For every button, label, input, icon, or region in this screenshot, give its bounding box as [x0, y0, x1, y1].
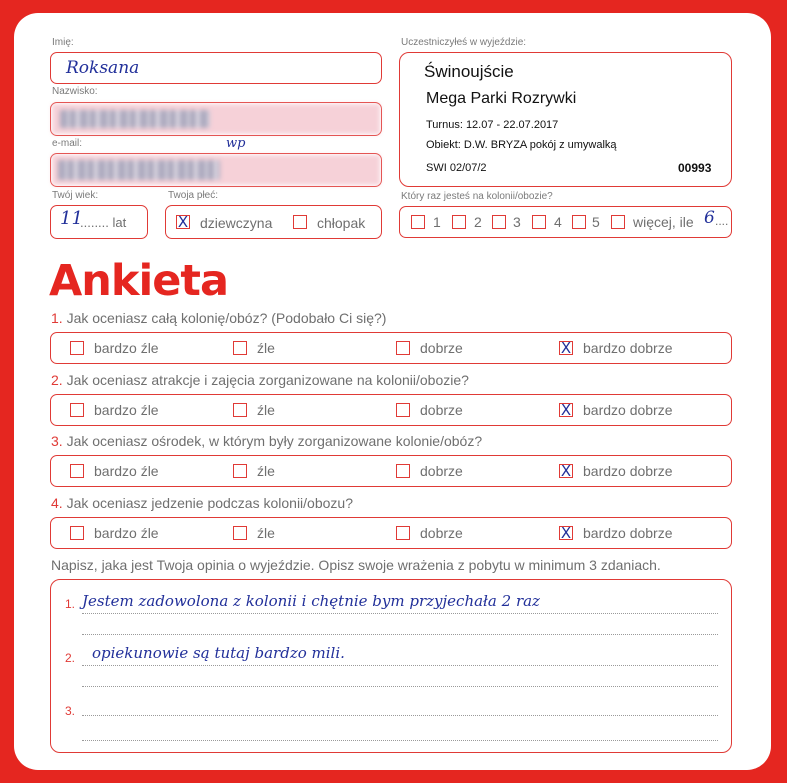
question-4-text [51, 495, 353, 511]
times-option-3: 3 [513, 214, 521, 230]
trip-name: Mega Parki Rozrywki [426, 90, 577, 107]
times-option-5: 5 [592, 214, 600, 230]
age-label: Twój wiek: [52, 190, 99, 201]
rating-checkbox[interactable] [70, 341, 84, 355]
surname-label: Nazwisko: [52, 86, 98, 97]
check-mark-icon: X [560, 339, 572, 357]
times-checkbox-more[interactable] [611, 215, 625, 229]
times-option-4: 4 [554, 214, 562, 230]
question-number: 4. [51, 495, 63, 511]
rating-option-label: dobrze [420, 525, 463, 541]
question-3-text [51, 433, 482, 449]
rating-option-label: bardzo dobrze [583, 340, 673, 356]
times-checkbox-1[interactable] [411, 215, 425, 229]
age-suffix: ........ lat [80, 215, 127, 230]
rating-option-label: bardzo źle [94, 340, 159, 356]
times-dots: .... [715, 214, 729, 228]
times-checkbox-2[interactable] [452, 215, 466, 229]
rating-option-label: źle [257, 340, 275, 356]
redacted-surname [60, 110, 210, 128]
question-label: Jak oceniasz całą kolonię/obóz? (Podobało Ci się?) [66, 310, 387, 326]
question-label: Jak oceniasz atrakcje i zajęcia zorganizowane na kolonii/obozie? [66, 372, 469, 388]
rating-checkbox[interactable] [233, 464, 247, 478]
opinion-line-1: Jestem zadowolona z kolonii i chętnie bym przyjechała 2 raz [82, 592, 540, 610]
times-option-more: więcej, ile [633, 214, 694, 230]
gender-option-girl: dziewczyna [200, 215, 273, 231]
question-label: Jak oceniasz ośrodek, w którym były zorganizowane kolonie/obóz? [66, 433, 483, 449]
question-number: 2. [51, 372, 63, 388]
question-1-text [51, 310, 386, 326]
writing-line [82, 740, 718, 741]
rating-option-label: źle [257, 525, 275, 541]
gender-option-boy: chłopak [317, 215, 366, 231]
question-label: Jak oceniasz jedzenie podczas kolonii/obozu? [66, 495, 353, 511]
rating-checkbox[interactable] [233, 526, 247, 540]
times-label: Który raz jesteś na kolonii/obozie? [401, 191, 553, 202]
trip-label: Uczestniczyłeś w wyjeździe: [401, 37, 527, 48]
check-mark-icon: X [177, 213, 189, 231]
writing-line [82, 715, 718, 716]
opinion-line-2: opiekunowie są tutaj bardzo mili. [92, 644, 345, 662]
opinion-line-number: 3. [65, 704, 76, 718]
rating-option-label: źle [257, 463, 275, 479]
age-value: 11 [60, 208, 83, 229]
question-number: 3. [51, 433, 63, 449]
question-number: 1. [51, 310, 63, 326]
rating-option-label: dobrze [420, 402, 463, 418]
trip-number: 00993 [678, 161, 712, 175]
rating-checkbox[interactable] [396, 341, 410, 355]
rating-checkbox[interactable] [70, 464, 84, 478]
writing-line [82, 665, 718, 666]
name-label: Imię: [52, 37, 74, 48]
rating-option-label: bardzo dobrze [583, 402, 673, 418]
times-checkbox-5[interactable] [572, 215, 586, 229]
check-mark-icon: X [560, 462, 572, 480]
rating-checkbox[interactable] [396, 526, 410, 540]
rating-checkbox[interactable] [396, 464, 410, 478]
email-note: wp [226, 136, 246, 151]
rating-option-label: bardzo źle [94, 525, 159, 541]
rating-checkbox[interactable] [396, 403, 410, 417]
opinion-line-number: 2. [65, 651, 76, 665]
check-mark-icon: X [560, 524, 572, 542]
writing-line [82, 613, 718, 614]
rating-option-label: bardzo źle [94, 402, 159, 418]
rating-option-label: bardzo źle [94, 463, 159, 479]
name-value: Roksana [66, 58, 140, 78]
rating-option-label: bardzo dobrze [583, 463, 673, 479]
gender-checkbox-boy[interactable] [293, 215, 307, 229]
rating-checkbox[interactable] [233, 341, 247, 355]
rating-option-label: dobrze [420, 463, 463, 479]
opinion-line-number: 1. [65, 597, 76, 611]
times-checkbox-3[interactable] [492, 215, 506, 229]
rating-option-label: dobrze [420, 340, 463, 356]
opinion-prompt: Napisz, jaka jest Twoja opinia o wyjeździe. Opisz swoje wrażenia z pobytu w minimum 3 zdaniach. [51, 557, 661, 573]
rating-option-label: źle [257, 402, 275, 418]
trip-turnus: Turnus: 12.07 - 22.07.2017 [426, 119, 559, 131]
rating-checkbox[interactable] [70, 526, 84, 540]
writing-line [82, 634, 718, 635]
rating-option-label: bardzo dobrze [583, 525, 673, 541]
gender-label: Twoja płeć: [168, 190, 219, 201]
email-label: e-mail: [52, 138, 83, 149]
question-2-text [51, 372, 469, 388]
trip-city: Świnoujście [424, 62, 514, 81]
trip-code: SWI 02/07/2 [426, 162, 487, 174]
times-value: 6 [704, 208, 715, 228]
rating-checkbox[interactable] [233, 403, 247, 417]
rating-checkbox[interactable] [70, 403, 84, 417]
times-option-2: 2 [474, 214, 482, 230]
survey-title: Ankieta [49, 256, 228, 306]
times-option-1: 1 [433, 214, 441, 230]
times-checkbox-4[interactable] [532, 215, 546, 229]
writing-line [82, 686, 718, 687]
trip-object: Obiekt: D.W. BRYZA pokój z umywalką [426, 139, 617, 151]
check-mark-icon: X [560, 401, 572, 419]
redacted-email [58, 160, 220, 180]
